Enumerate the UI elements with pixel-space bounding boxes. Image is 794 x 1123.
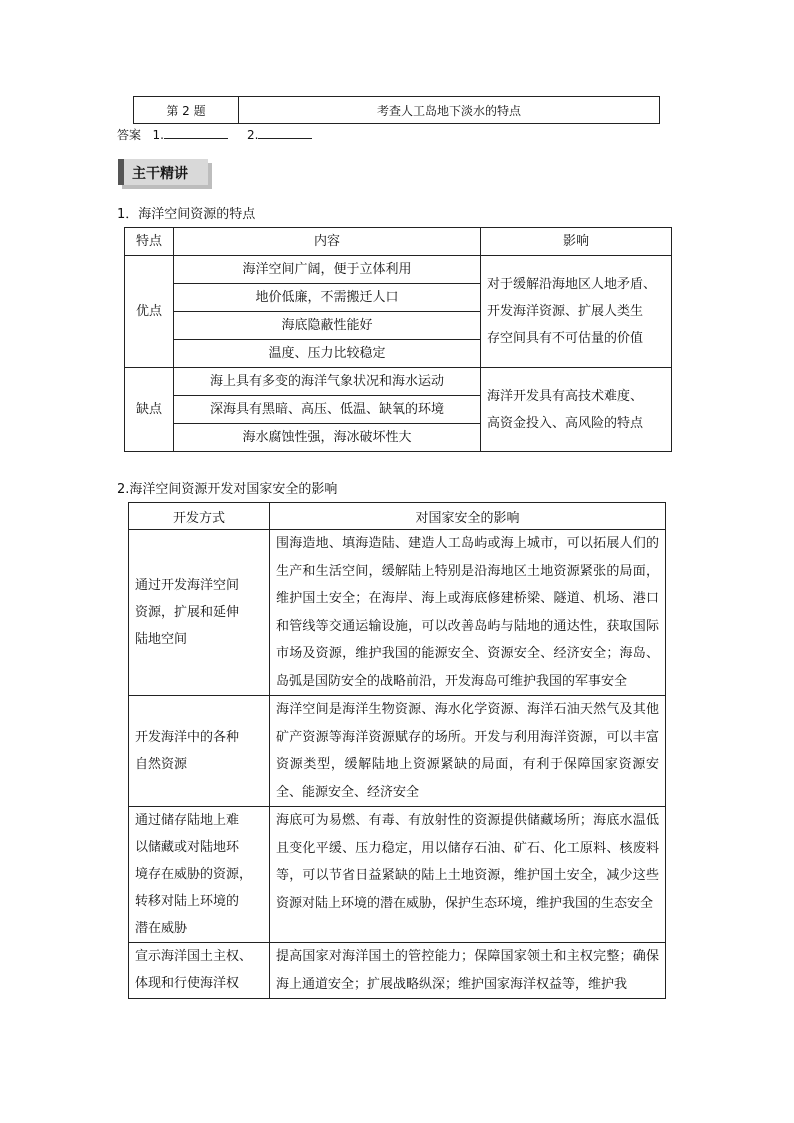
security-impact: 海底可为易燃、有毒、有放射性的资源提供储藏场所；海底水温低且变化平缓、压力稳定，用以储存石油、矿石、化工原料、核废料等，可以节省日益紧缺的陆上土地资源，维护国土安全，减少这些资源对陆上环境的潜在威胁，保护生态环境，维护我国的生态安全 — [270, 807, 666, 943]
way-line: 潜在威胁 — [135, 921, 188, 936]
way-line: 通过储存陆地上难 — [135, 813, 240, 828]
way-line: 境存在威胁的资源， — [135, 867, 253, 882]
security-impact: 海洋空间是海洋生物资源、海水化学资源、海洋石油天然气及其他矿产资源等海洋资源赋存的场所。开发与利用海洋资源，可以丰富资源类型，缓解陆地上资源紧缺的局面，有利于保障国家资源安全、能源安全、经济安全 — [270, 696, 666, 807]
disadvantage-effect-line: 海洋开发具有高技术难度、 — [487, 388, 644, 404]
answer-item-1: 1. — [152, 128, 164, 142]
answer-line — [117, 126, 312, 143]
disadvantage-item: 深海具有黑暗、高压、低温、缺氧的环境 — [174, 396, 481, 424]
development-way — [129, 807, 270, 943]
way-line: 宣示海洋国土主权、 — [135, 949, 253, 964]
advantage-effect — [481, 256, 672, 368]
section-title: 主干精讲 — [132, 166, 188, 182]
advantage-effect-line: 开发海洋资源、扩展人类生 — [487, 304, 644, 319]
disadvantage-effect-line: 高资金投入、高风险的特点 — [487, 415, 644, 431]
disadvantage-label: 缺点 — [125, 368, 174, 452]
col-header-impact: 对国家安全的影响 — [270, 503, 666, 530]
col-header-effect: 影响 — [481, 228, 672, 256]
security-impact-table — [128, 502, 666, 999]
security-impact: 围海造地、填海造陆、建造人工岛屿或海上城市，可以拓展人们的生产和生活空间，缓解陆上特别是沿海地区土地资源紧张的局面，维护国土安全；在海岸、海上或海底修建桥梁、隧道、机场、港口和管线等交通运输设施，可以改善岛屿与陆地的通达性，获取国际市场及资源，维护我国的能源安全、资源安全、经济安全；海岛、岛弧是国防安全的战略前沿，开发海岛可维护我国的军事安全 — [270, 530, 666, 696]
answer-item-2: 2. — [247, 128, 259, 142]
advantage-label: 优点 — [125, 256, 174, 368]
advantage-item: 地价低廉，不需搬迁人口 — [174, 284, 481, 312]
col-header-content: 内容 — [174, 228, 481, 256]
security-impact: 提高国家对海洋国土的管控能力；保障国家领土和主权完整；确保海上通道安全；扩展战略纵深；维护国家海洋权益等，维护我 — [270, 943, 666, 999]
col-header-way: 开发方式 — [129, 503, 270, 530]
way-line: 转移对陆上环境的 — [135, 894, 240, 909]
advantage-item: 海底隐蔽性能好 — [174, 312, 481, 340]
advantage-item: 温度、压力比较稳定 — [174, 340, 481, 368]
question-topic: 考查人工岛地下淡水的特点 — [239, 97, 660, 124]
section-header — [118, 159, 208, 185]
development-way — [129, 696, 270, 807]
way-line: 陆地空间 — [135, 632, 188, 647]
development-way — [129, 943, 270, 999]
part2-heading: 2.海洋空间资源开发对国家安全的影响 — [117, 482, 338, 497]
disadvantage-item: 海水腐蚀性强，海冰破坏性大 — [174, 424, 481, 452]
way-line: 通过开发海洋空间 — [135, 578, 240, 593]
question-table — [133, 96, 660, 124]
answer-blank-2[interactable] — [258, 126, 312, 139]
development-way — [129, 530, 270, 696]
advantage-effect-line: 存空间具有不可估量的价值 — [487, 331, 644, 346]
way-line: 体现和行使海洋权 — [135, 976, 240, 991]
advantage-item: 海洋空间广阔，便于立体利用 — [174, 256, 481, 284]
disadvantage-effect — [481, 368, 672, 452]
question-number: 第 2 题 — [134, 97, 239, 124]
section-header-bar — [118, 159, 124, 185]
way-line: 资源，扩展和延伸 — [135, 605, 240, 620]
way-line: 以储藏或对陆地环 — [135, 840, 240, 855]
way-line: 开发海洋中的各种 — [135, 730, 240, 745]
answer-blank-1[interactable] — [164, 126, 228, 139]
advantage-effect-line: 对于缓解沿海地区人地矛盾、 — [487, 277, 657, 292]
way-line: 自然资源 — [135, 757, 188, 772]
answer-label: 答案 — [117, 128, 142, 142]
part1-heading: 1．海洋空间资源的特点 — [117, 207, 256, 222]
col-header-feature: 特点 — [125, 228, 174, 256]
features-table — [124, 227, 672, 452]
disadvantage-item: 海上具有多变的海洋气象状况和海水运动 — [174, 368, 481, 396]
